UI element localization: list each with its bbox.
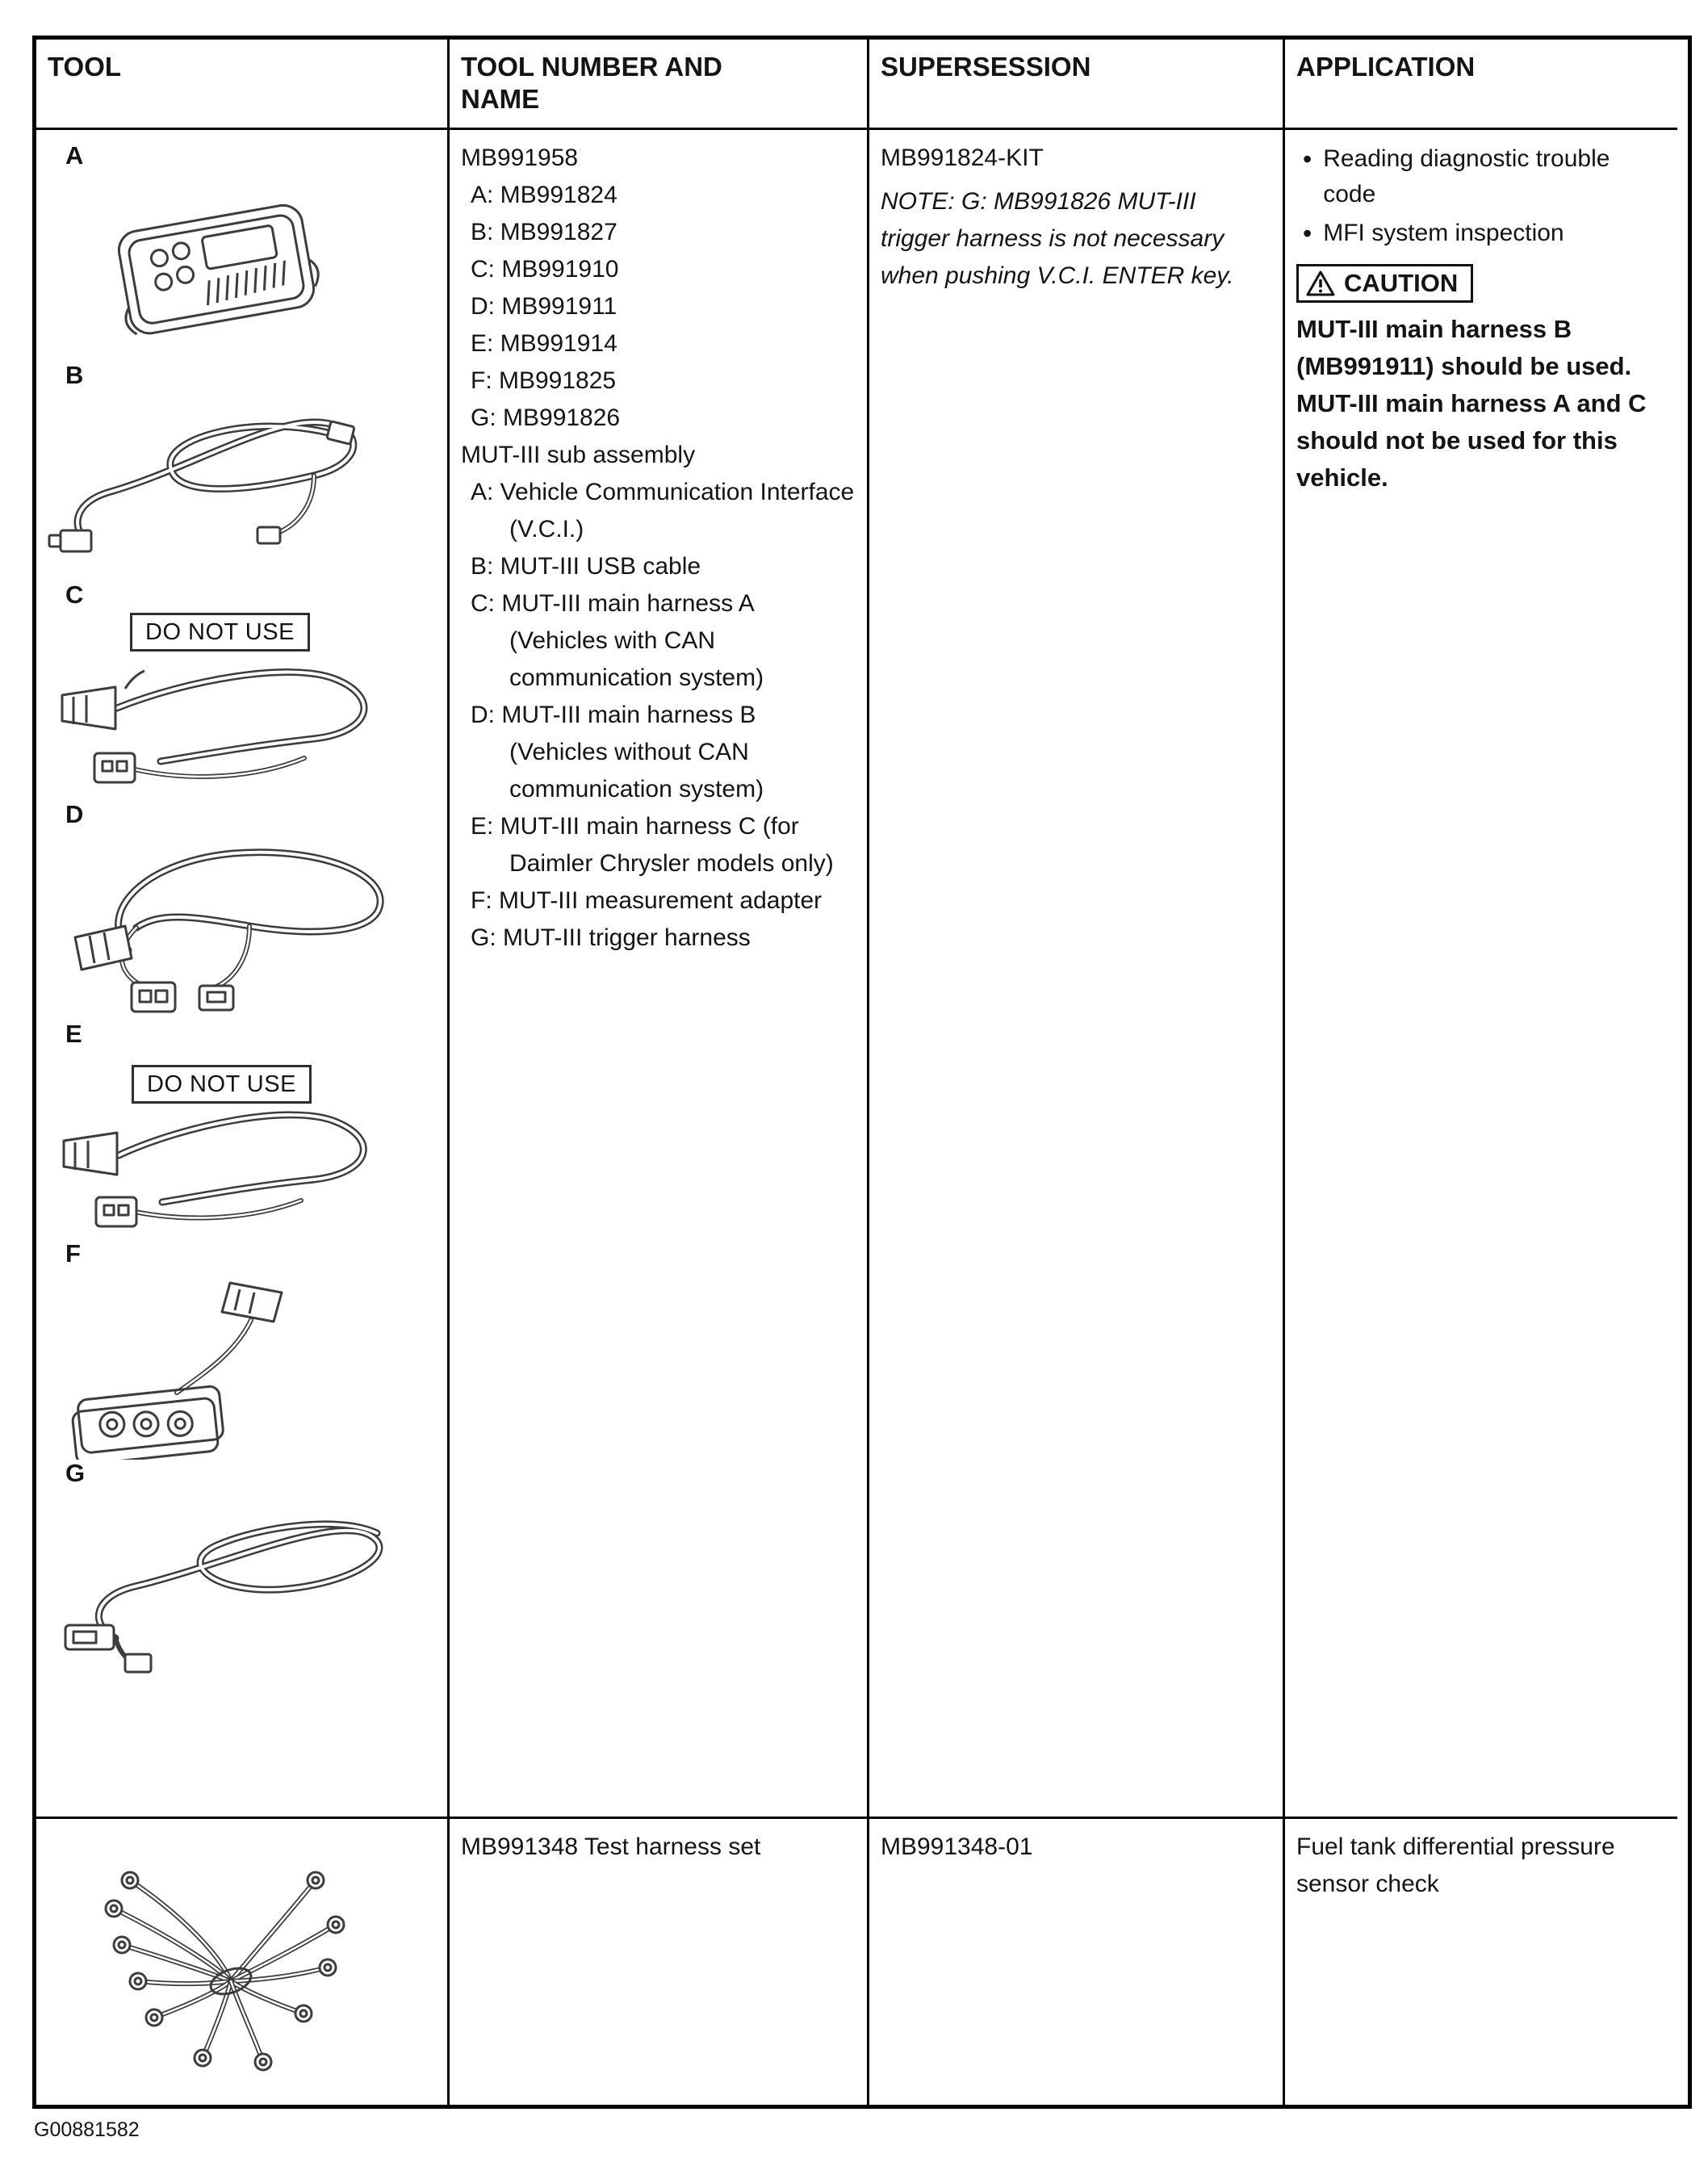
row2-supersession-code: MB991348-01 (881, 1833, 1033, 1860)
application-bullet (1296, 216, 1666, 251)
tool-number-line: MUT-III sub assembly (461, 442, 696, 468)
tool-b-block (41, 359, 442, 579)
header-tool-number-label: TOOL NUMBER AND NAME (461, 52, 722, 114)
tool-f-block (41, 1238, 442, 1457)
caution-box (1296, 264, 1473, 303)
test-harness-set-icon (82, 1832, 356, 2082)
supersession-code: MB991824-KIT (881, 145, 1044, 171)
special-tools-table (32, 36, 1692, 2109)
row1-name-cell (450, 130, 869, 1819)
tool-name-item: F: MUT-III measurement adapter (471, 887, 823, 914)
header-tool-number (450, 40, 869, 130)
caution-title: CAUTION (1344, 269, 1459, 297)
header-supersession (869, 40, 1285, 130)
tool-number-line: MB991958 (461, 145, 579, 171)
main-harness-b-icon (48, 831, 403, 1016)
usb-cable-icon (48, 392, 395, 573)
row2-supersession-cell (869, 1819, 1285, 2105)
tool-g-block (41, 1457, 442, 1677)
tool-e-block (41, 1018, 442, 1238)
header-supersession-label: SUPERSESSION (881, 52, 1091, 82)
row1-supersession-cell (869, 130, 1285, 1819)
tool-number-line: F: MB991825 (471, 367, 617, 394)
header-tool-label: TOOL (48, 52, 122, 82)
tool-number-line: C: MB991910 (471, 256, 619, 283)
tool-number-line: E: MB991914 (471, 330, 617, 357)
row2-application-cell (1285, 1819, 1677, 2105)
row2-tool-cell (36, 1819, 450, 2105)
tool-f-label: F (65, 1239, 81, 1268)
measurement-adapter-icon (48, 1270, 387, 1460)
do-not-use-badge-e: DO NOT USE (132, 1065, 312, 1104)
warning-triangle-icon (1305, 270, 1336, 297)
application-bullet-text: • Reading diagnostic trouble code (1323, 145, 1610, 207)
trigger-harness-icon (48, 1490, 403, 1675)
do-not-use-badge-c: DO NOT USE (130, 613, 310, 652)
row1-tool-cell (36, 130, 450, 1819)
tool-a-label: A (65, 141, 84, 170)
tool-c-label: C (65, 580, 84, 609)
supersession-note: NOTE: G: MB991826 MUT-III trigger harness is not necessary when pushing V.C.I. ENTER key. (881, 188, 1234, 289)
tool-a-block (41, 140, 442, 359)
tool-name-item: E: MUT-III main harness C (for Daimler Chrysler models only) (471, 813, 834, 877)
tool-d-label: D (65, 800, 84, 828)
tool-b-label: B (65, 361, 84, 389)
tool-number-line: D: MB991911 (471, 293, 617, 320)
tool-e-label: E (65, 1020, 82, 1048)
application-bullet (1296, 141, 1666, 212)
tool-number-line: G: MB991826 (471, 404, 621, 431)
caution-text: MUT-III main harness B (MB991911) should be used. MUT-III main harness A and C should not be used for this vehicle. (1296, 315, 1647, 492)
row1-application-cell (1285, 130, 1677, 1819)
tool-c-block (41, 579, 442, 798)
row2-name-cell (450, 1819, 869, 2105)
row2-tool-name: MB991348 Test harness set (461, 1833, 761, 1860)
row2-application-text: Fuel tank differential pressure sensor check (1296, 1833, 1615, 1897)
figure-id: G00881582 (34, 2118, 140, 2141)
vci-device-icon (48, 172, 370, 350)
header-application-label: APPLICATION (1296, 52, 1476, 82)
tool-d-block (41, 798, 442, 1018)
tool-name-item: G: MUT-III trigger harness (471, 924, 751, 951)
tool-name-item: D: MUT-III main harness B (Vehicles without CAN communication system) (471, 702, 764, 802)
application-bullet-text: • MFI system inspection (1323, 220, 1564, 246)
tool-name-item: B: MUT-III USB cable (471, 553, 701, 580)
header-tool (36, 40, 450, 130)
tool-name-item: A: Vehicle Communication Interface (V.C.I.) (471, 479, 855, 543)
tool-number-line: A: MB991824 (471, 182, 617, 208)
tool-number-line: B: MB991827 (471, 219, 617, 245)
header-application (1285, 40, 1677, 130)
application-bullets (1296, 141, 1666, 251)
tool-g-label: G (65, 1459, 86, 1487)
tool-name-item: C: MUT-III main harness A (Vehicles with CAN communication system) (471, 590, 764, 691)
